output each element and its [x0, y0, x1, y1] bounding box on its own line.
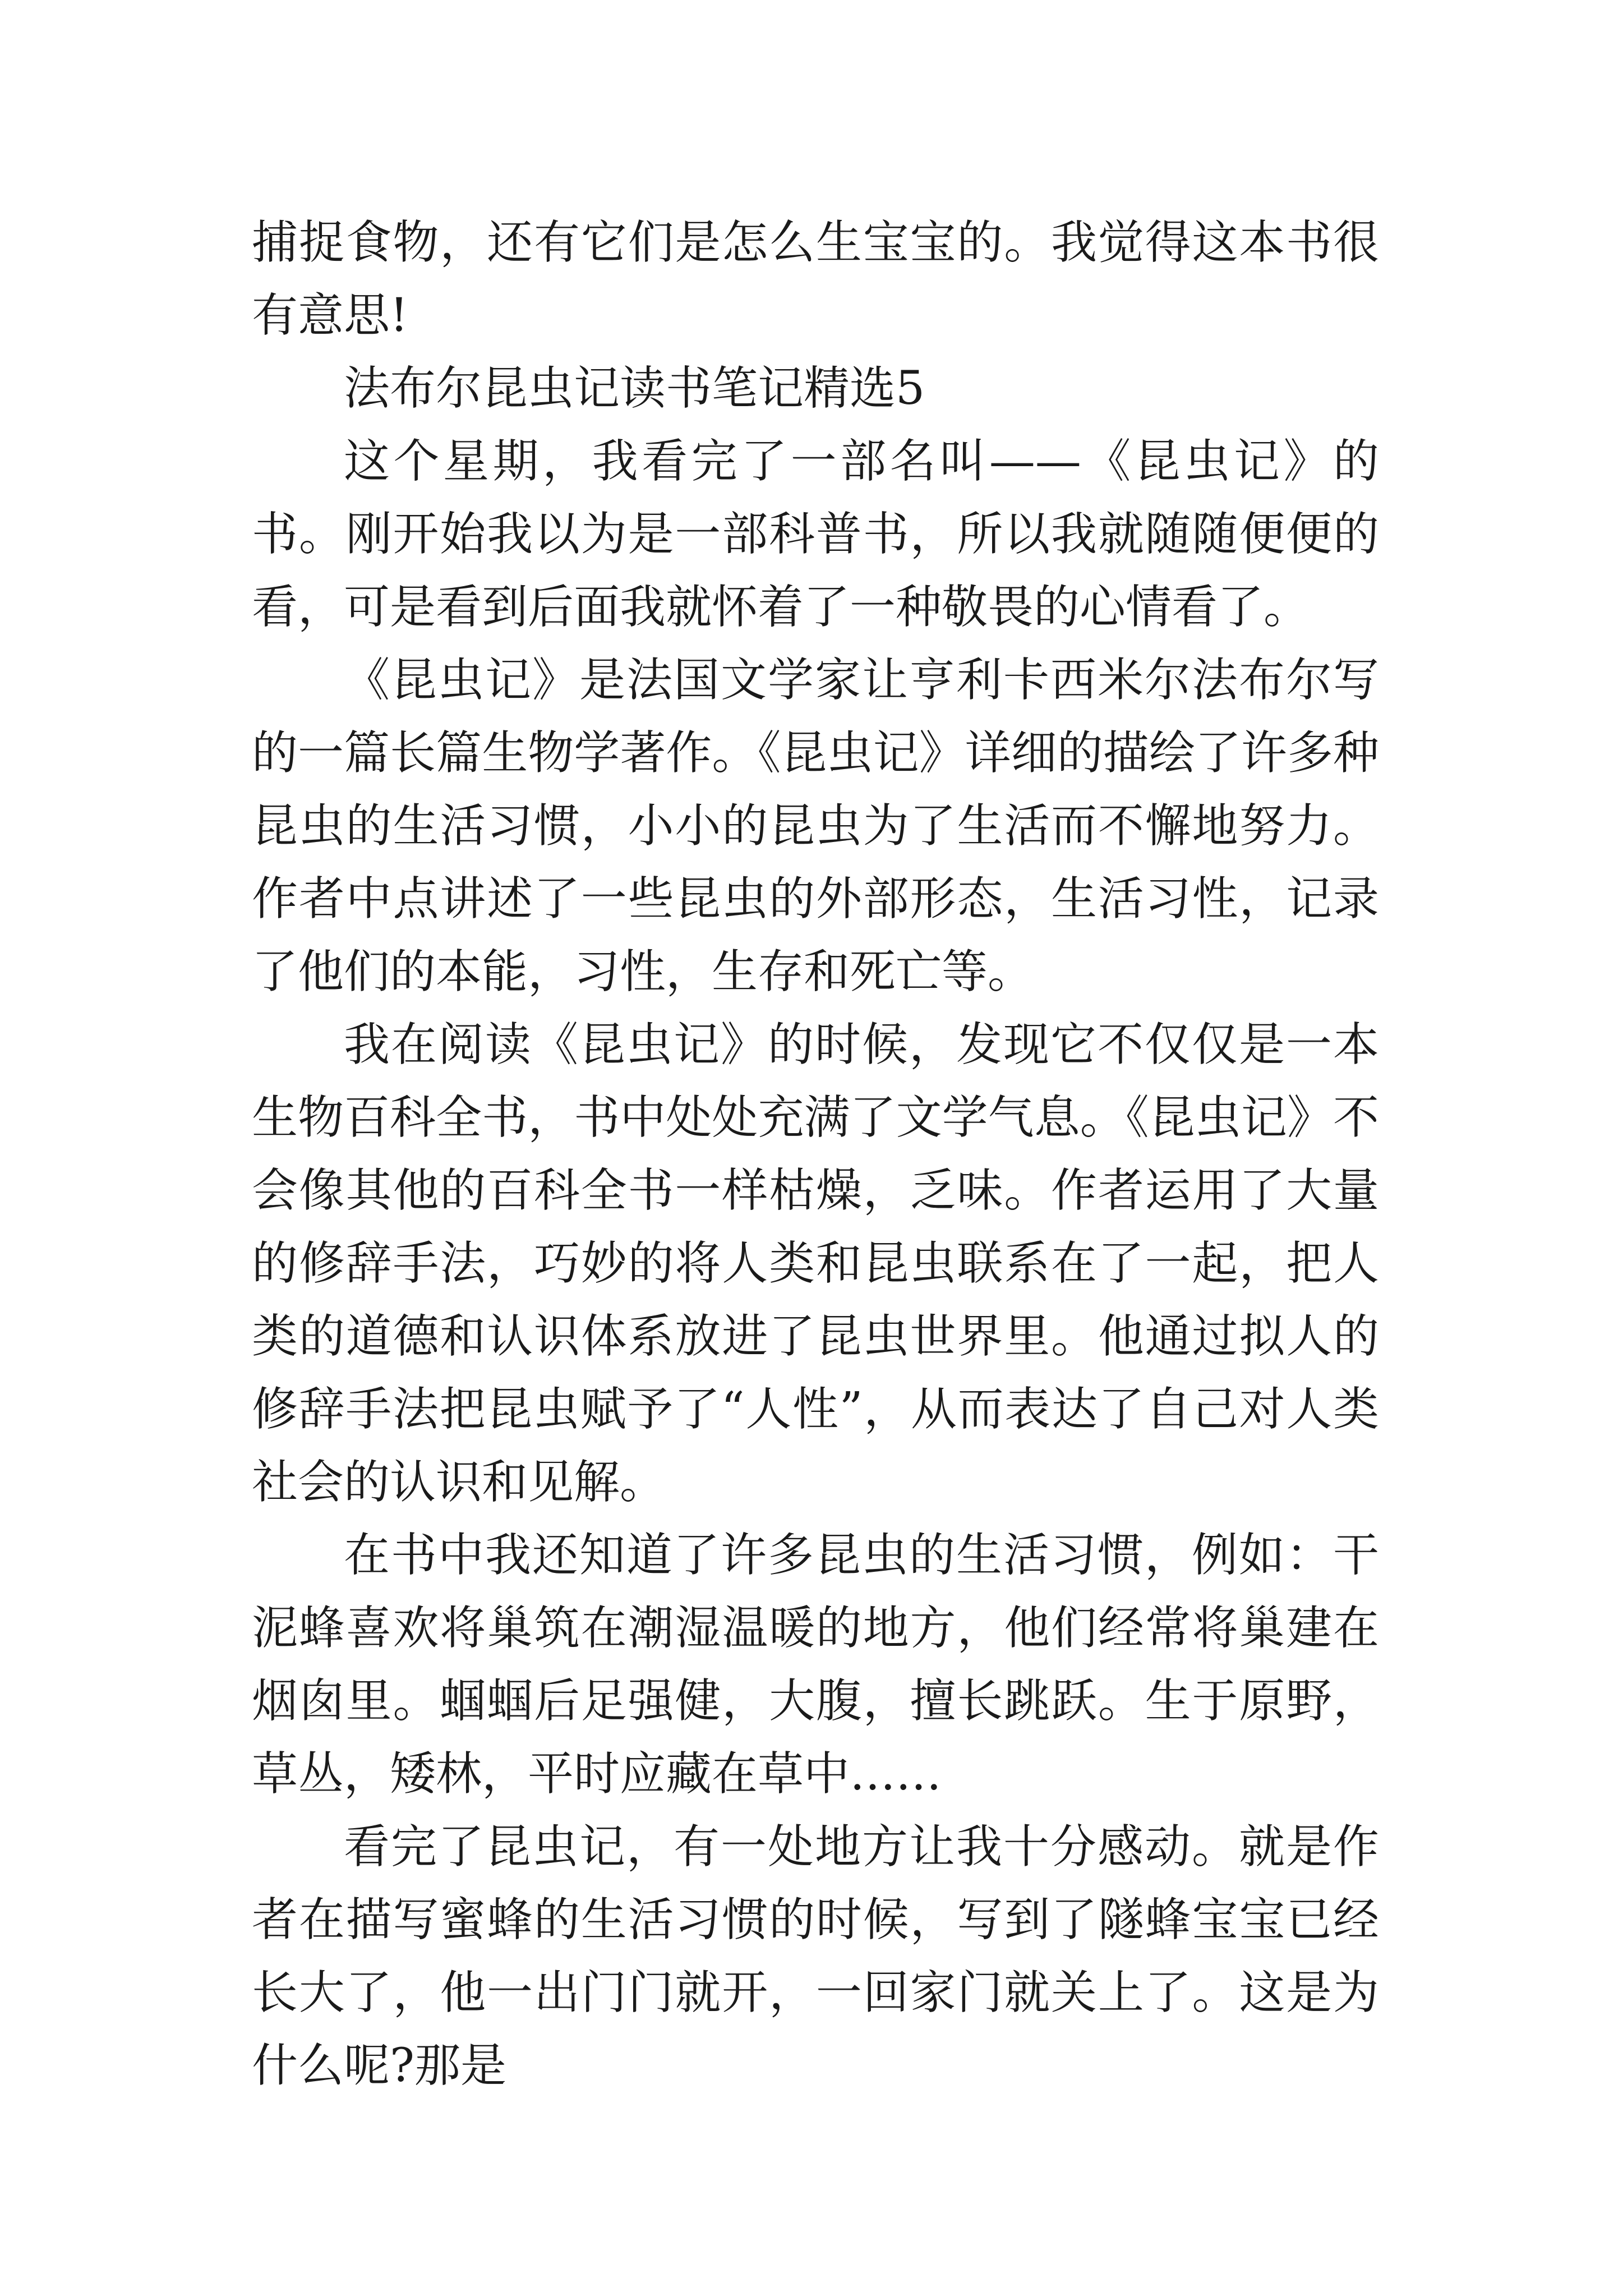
- paragraph-6: 看完了昆虫记，有一处地方让我十分感动。就是作者在描写蜜蜂的生活习惯的时候，写到了隧蜂宝宝已经长大了，他一出门门就开，一回家门就关上了。这是为什么呢?那是: [252, 1820, 1379, 2092]
- paragraph-1: 捕捉食物，还有它们是怎么生宝宝的。我觉得这本书很有意思!: [252, 216, 1379, 342]
- paragraph-4: 我在阅读《昆虫记》的时候，发现它不仅仅是一本生物百科全书，书中处处充满了文学气息。《昆虫记》不会像其他的百科全书一样枯燥，乏味。作者运用了大量的修辞手法，巧妙的将人类和昆虫联系在了一起，把人类的道德和认识体系放进了昆虫世界里。他通过拟人的修辞手法把昆虫赋予了“人性”，从而表达了自己对人类社会的认识和见解。: [252, 1018, 1379, 1509]
- section-heading: 法布尔昆虫记读书笔记精选5: [344, 362, 925, 415]
- paragraph-3: 《昆虫记》是法国文学家让亨利卡西米尔法布尔写的一篇长篇生物学著作。《昆虫记》详细的描绘了许多种昆虫的生活习惯，小小的昆虫为了生活而不懈地努力。作者中点讲述了一些昆虫的外部形态，生活习性，记录了他们的本能，习性，生存和死亡等。: [252, 654, 1379, 999]
- paragraph-5: 在书中我还知道了许多昆虫的生活习惯，例如：干泥蜂喜欢将巢筑在潮湿温暖的地方，他们经常将巢建在烟囱里。蝈蝈后足强健，大腹，擅长跳跃。生于原野，草丛，矮林，平时应藏在草中……: [252, 1529, 1379, 1801]
- paragraph-2: 这个星期，我看完了一部名叫——《昆虫记》的书。刚开始我以为是一部科普书，所以我就随随便便的看，可是看到后面我就怀着了一种敬畏的心情看了。: [252, 435, 1379, 634]
- body-text: [252, 206, 1379, 2102]
